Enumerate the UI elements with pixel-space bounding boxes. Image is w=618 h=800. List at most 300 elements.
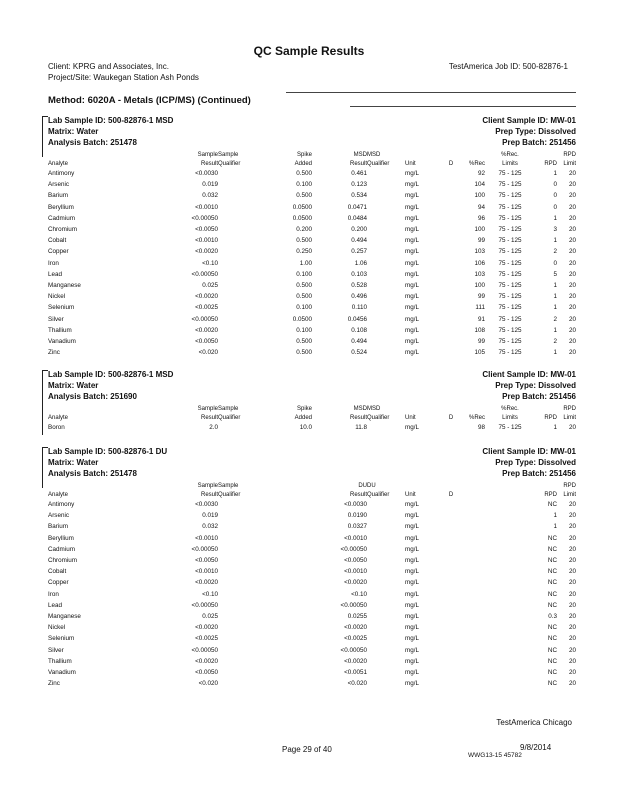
cell-rpd: 1 [553,170,557,178]
table-row [48,499,576,510]
column-header-qualifier: Qualifier [367,491,390,498]
column-header-analyte [48,150,140,159]
cell-d [445,510,457,521]
table-row [48,577,576,588]
cell-unit: mg/L [405,349,419,357]
cell-sample-qualifier [218,302,262,313]
table-row [48,235,576,246]
cell-spike-added [262,644,312,655]
cell-rpd: 1 [553,293,557,301]
column-header-analyte: Analyte [48,160,69,167]
cell-qualifier [367,258,405,269]
cell-result: 0.534 [351,192,367,200]
cell-spike-added: 0.100 [296,181,312,189]
cell-rpd: 2 [553,337,557,345]
cell-result: <0.0020 [344,657,367,665]
table-row [48,347,576,358]
cell-rec-limits: 75 - 125 [498,237,522,245]
cell-d [445,533,457,544]
cell-unit: mg/L [405,590,419,598]
cell-pct-rec: 99 [477,337,485,345]
table-row [48,611,576,622]
cell-pct-rec: 111 [475,304,485,312]
cell-unit: mg/L [405,545,419,553]
cell-result: <0.10 [351,590,367,598]
cell-qualifier [367,280,405,291]
cell-rpd: NC [547,646,557,654]
column-header-qualifier: MSD [367,405,381,412]
cell-rec-limits [485,600,535,611]
cell-sample-qualifier [218,544,262,555]
cell-sample-result: <0.0050 [195,226,218,234]
cell-analyte: Lead [48,270,63,278]
cell-rec-limits [485,555,535,566]
cell-sample-qualifier [218,190,262,201]
cell-sample-qualifier [218,633,262,644]
cell-analyte: Copper [48,579,69,587]
cell-d [445,499,457,510]
column-header-spike-added: Spike [296,405,312,412]
cell-rpd: 5 [553,270,557,278]
column-header-sample-result: Sample [197,482,218,489]
cell-d [445,269,457,280]
cell-qualifier [367,600,405,611]
cell-unit: mg/L [405,612,419,620]
table-row [48,555,576,566]
cell-pct-rec: 94 [477,203,485,211]
cell-analyte: Nickel [48,624,66,632]
msd-section-batch-251690 [48,370,576,433]
cell-unit: mg/L [405,337,419,345]
cell-rpd-limit: 20 [568,657,576,665]
cell-unit: mg/L [405,192,419,200]
section-header [48,116,576,150]
cell-result: 0.0255 [347,612,367,620]
cell-analyte: Manganese [48,281,81,289]
cell-pct-rec [457,644,485,655]
table-header-row [48,404,576,413]
cell-sample-result: 2.0 [209,424,218,432]
cell-spike-added [262,656,312,667]
table-row [48,566,576,577]
cell-analyte: Selenium [48,635,75,643]
cell-pct-rec [457,577,485,588]
cell-qualifier [367,611,405,622]
table-row [48,313,576,324]
cell-rpd: 1 [553,304,557,312]
cell-sample-qualifier [218,644,262,655]
cell-pct-rec: 105 [474,349,485,357]
cell-result: <0.0020 [344,579,367,587]
cell-d [445,224,457,235]
cell-rec-limits [485,678,535,689]
table-row [48,179,576,190]
client-sample-id: Client Sample ID: MW-01 [482,116,576,125]
cell-qualifier [367,336,405,347]
table-header-row [48,490,576,499]
cell-analyte: Silver [48,646,64,654]
cell-result: <0.0010 [344,534,367,542]
cell-analyte: Copper [48,248,69,256]
cell-spike-added [262,555,312,566]
cell-d [445,347,457,358]
cell-sample-qualifier [218,202,262,213]
cell-rpd: 1 [553,349,557,357]
cell-pct-rec [457,544,485,555]
column-header-unit [405,481,445,490]
cell-sample-qualifier [218,499,262,510]
table-row [48,168,576,179]
cell-rpd: 2 [553,248,557,256]
cell-pct-rec: 91 [477,315,485,323]
cell-spike-added [262,611,312,622]
cell-rpd-limit: 20 [568,259,576,267]
cell-d [445,235,457,246]
column-header-d: D [448,491,454,498]
cell-d [445,313,457,324]
cell-sample-qualifier [218,422,262,433]
cell-rpd: 0.3 [548,612,557,620]
results-table [48,150,576,358]
cell-result: 0.123 [351,181,367,189]
cell-d [445,280,457,291]
cell-result: <0.0025 [344,635,367,643]
cell-d [445,179,457,190]
column-header-sample-qualifier: Sample [218,151,239,158]
cell-spike-added: 0.250 [296,248,312,256]
column-header-unit [405,150,445,159]
cell-result: 0.0471 [347,203,367,211]
cell-rpd-limit: 20 [568,668,576,676]
method-heading: Method: 6020A - Metals (ICP/MS) (Continued) [48,95,251,106]
cell-qualifier [367,202,405,213]
cell-rpd-limit: 20 [568,237,576,245]
column-header-spike-added [262,490,312,499]
cell-result: 1.06 [354,259,367,267]
cell-sample-result: <0.020 [198,349,218,357]
cell-rpd-limit: 20 [568,270,576,278]
table-header-row [48,413,576,422]
column-header-sample-qualifier: Sample [218,405,239,412]
cell-rpd-limit: 20 [568,326,576,334]
cell-pct-rec [457,510,485,521]
cell-sample-result: 0.032 [202,523,218,531]
cell-d [445,589,457,600]
cell-spike-added [262,533,312,544]
cell-analyte: Manganese [48,612,81,620]
cell-pct-rec [457,622,485,633]
cell-d [445,544,457,555]
cell-rpd-limit: 20 [568,214,576,222]
cell-rpd: 1 [553,424,557,432]
cell-rec-limits: 75 - 125 [498,181,522,189]
cell-sample-qualifier [218,179,262,190]
cell-d [445,168,457,179]
cell-rec-limits: 75 - 125 [498,203,522,211]
cell-sample-qualifier [218,213,262,224]
cell-result: <0.0051 [344,668,367,676]
cell-unit: mg/L [405,557,419,565]
cell-result: 0.494 [351,237,367,245]
cell-analyte: Boron [48,424,65,432]
cell-qualifier [367,190,405,201]
cell-analyte: Beryllium [48,534,74,542]
cell-spike-added: 0.200 [296,226,312,234]
cell-d [445,555,457,566]
cell-unit: mg/L [405,270,419,278]
cell-spike-added: 0.500 [296,349,312,357]
cell-d [445,644,457,655]
lab-sample-id: Lab Sample ID: 500-82876-1 DU [48,447,168,456]
cell-analyte: Cadmium [48,214,75,222]
cell-rpd: 1 [553,281,557,289]
cell-result: 0.496 [351,293,367,301]
cell-d [445,611,457,622]
cell-d [445,656,457,667]
cell-analyte: Zinc [48,349,60,357]
cell-sample-qualifier [218,521,262,532]
cell-qualifier [367,179,405,190]
cell-qualifier [367,656,405,667]
cell-analyte: Vanadium [48,337,76,345]
column-header-result: Result [349,160,367,167]
cell-result: 11.8 [355,424,367,432]
cell-rpd: NC [547,501,557,509]
cell-unit: mg/L [405,601,419,609]
cell-unit: mg/L [405,680,419,688]
cell-unit: mg/L [405,668,419,676]
cell-rpd: 0 [553,203,557,211]
column-header-sample-qualifier: Qualifier [218,160,241,167]
cell-rec-limits: 75 - 125 [498,192,522,200]
cell-qualifier [367,302,405,313]
cell-result: 0.0327 [347,523,367,531]
column-header-d: D [448,414,454,421]
client-sample-id: Client Sample ID: MW-01 [482,370,576,379]
cell-sample-result: <0.0030 [195,170,218,178]
table-row [48,533,576,544]
cell-qualifier [367,235,405,246]
cell-rpd: 0 [553,192,557,200]
table-row [48,224,576,235]
cell-rec-limits [485,544,535,555]
cell-result: <0.00050 [340,545,367,553]
cell-sample-result: <0.020 [198,680,218,688]
cell-rec-limits [485,566,535,577]
column-header-rpd-limit: Limit [563,491,576,498]
cell-d [445,202,457,213]
cell-sample-qualifier [218,336,262,347]
cell-rpd: NC [547,635,557,643]
cell-qualifier [367,521,405,532]
cell-unit: mg/L [405,203,419,211]
cell-spike-added [262,589,312,600]
cell-sample-result: <0.0010 [195,203,218,211]
cell-sample-result: <0.0050 [195,557,218,565]
column-header-rpd: RPD [544,491,557,498]
cell-sample-qualifier [218,600,262,611]
cell-pct-rec: 100 [474,226,485,234]
column-header-unit: Unit [405,491,416,498]
column-header-unit: Unit [405,414,416,421]
prep-type: Prep Type: Dissolved [495,127,576,136]
cell-pct-rec: 100 [474,192,485,200]
cell-qualifier [367,168,405,179]
analysis-batch: Analysis Batch: 251478 [48,138,137,147]
cell-sample-qualifier [218,258,262,269]
document-stamp: WWG13-15 45782 [468,752,522,759]
cell-d [445,325,457,336]
cell-rpd-limit: 20 [568,248,576,256]
cell-sample-result: <0.00050 [191,214,218,222]
cell-spike-added: 0.0500 [292,203,312,211]
column-header-rpd-limit: Limit [563,414,576,421]
column-header-rpd-limit: RPD [563,482,576,489]
table-row [48,213,576,224]
cell-pct-rec: 108 [474,326,485,334]
cell-rpd: 1 [553,237,557,245]
cell-sample-result: 0.019 [202,512,218,520]
column-header-rpd-limit: RPD [563,151,576,158]
cell-rec-limits: 75 - 125 [498,349,522,357]
column-header-qualifier: MSD [367,151,381,158]
cell-pct-rec [457,499,485,510]
cell-d [445,190,457,201]
cell-spike-added [262,521,312,532]
column-header-sample-qualifier: Qualifier [218,491,241,498]
column-header-result: Result [349,414,367,421]
column-header-sample-result: Sample [197,151,218,158]
cell-rpd-limit: 20 [568,203,576,211]
cell-sample-result: <0.0020 [195,293,218,301]
table-row [48,521,576,532]
cell-pct-rec [457,600,485,611]
cell-pct-rec: 98 [477,424,485,432]
cell-unit: mg/L [405,326,419,334]
cell-spike-added [262,499,312,510]
cell-pct-rec [457,656,485,667]
cell-result: 0.257 [351,248,367,256]
cell-unit: mg/L [405,523,419,531]
cell-rec-limits [485,633,535,644]
cell-rpd-limit: 20 [568,226,576,234]
section-header [48,447,576,481]
cell-rpd-limit: 20 [568,646,576,654]
cell-sample-result: <0.0025 [195,304,218,312]
cell-sample-result: <0.0020 [195,326,218,334]
cell-result: <0.00050 [340,646,367,654]
cell-qualifier [367,246,405,257]
column-header-qualifier: DU [367,482,376,489]
analysis-batch: Analysis Batch: 251478 [48,469,137,478]
cell-result: <0.020 [347,680,367,688]
cell-rec-limits [485,499,535,510]
cell-qualifier [367,347,405,358]
matrix: Matrix: Water [48,127,99,136]
cell-rec-limits [485,589,535,600]
cell-rpd: NC [547,680,557,688]
cell-qualifier [367,422,405,433]
lab-sample-id: Lab Sample ID: 500-82876-1 MSD [48,370,174,379]
cell-rec-limits: 75 - 125 [498,259,522,267]
cell-analyte: Arsenic [48,181,69,189]
column-header-rpd [535,150,557,159]
cell-rec-limits [485,510,535,521]
cell-analyte: Chromium [48,557,78,565]
column-header-sample-qualifier: Qualifier [218,414,241,421]
cell-sample-result: <0.0050 [195,337,218,345]
cell-pct-rec [457,678,485,689]
column-header-pct-rec: %Rec [468,414,485,421]
table-row [48,678,576,689]
cell-sample-result: <0.0020 [195,624,218,632]
cell-spike-added [262,566,312,577]
client-sample-id: Client Sample ID: MW-01 [482,447,576,456]
cell-d [445,291,457,302]
cell-analyte: Thallium [48,657,72,665]
cell-sample-qualifier [218,224,262,235]
cell-spike-added: 10.0 [299,424,312,432]
cell-unit: mg/L [405,657,419,665]
cell-qualifier [367,291,405,302]
cell-rpd-limit: 20 [568,590,576,598]
cell-result: 0.0456 [347,315,367,323]
column-header-analyte: Analyte [48,414,69,421]
cell-qualifier [367,533,405,544]
cell-sample-result: <0.0025 [195,635,218,643]
cell-qualifier [367,678,405,689]
column-header-pct-rec [457,404,485,413]
cell-analyte: Cobalt [48,568,67,576]
cell-rpd-limit: 20 [568,424,576,432]
column-header-pct-rec [457,481,485,490]
table-row [48,246,576,257]
cell-rpd-limit: 20 [568,501,576,509]
cell-spike-added [262,510,312,521]
cell-unit: mg/L [405,170,419,178]
cell-unit: mg/L [405,248,419,256]
column-header-analyte: Analyte [48,491,69,498]
table-row [48,600,576,611]
column-header-pct-rec [457,150,485,159]
cell-analyte: Silver [48,315,64,323]
msd-section-batch-251478 [48,116,576,358]
cell-analyte: Antimony [48,170,75,178]
cell-sample-result: <0.00050 [191,601,218,609]
cell-sample-qualifier [218,577,262,588]
column-header-result: Result [349,491,367,498]
prep-batch: Prep Batch: 251456 [502,138,576,147]
column-header-unit [405,404,445,413]
cell-pct-rec [457,521,485,532]
cell-result: 0.108 [351,326,367,334]
prep-type: Prep Type: Dissolved [495,381,576,390]
cell-rec-limits: 75 - 125 [498,293,522,301]
cell-rpd: NC [547,557,557,565]
cell-result: <0.0010 [344,568,367,576]
cell-rec-limits: 75 - 125 [498,315,522,323]
column-header-spike-added: Added [294,414,312,421]
cell-sample-result: 0.032 [202,192,218,200]
cell-rpd: NC [547,534,557,542]
cell-d [445,336,457,347]
table-row [48,336,576,347]
cell-rpd-limit: 20 [568,680,576,688]
cell-rpd: NC [547,568,557,576]
cell-analyte: Barium [48,523,68,531]
cell-sample-result: <0.0010 [195,534,218,542]
cell-rpd-limit: 20 [568,601,576,609]
